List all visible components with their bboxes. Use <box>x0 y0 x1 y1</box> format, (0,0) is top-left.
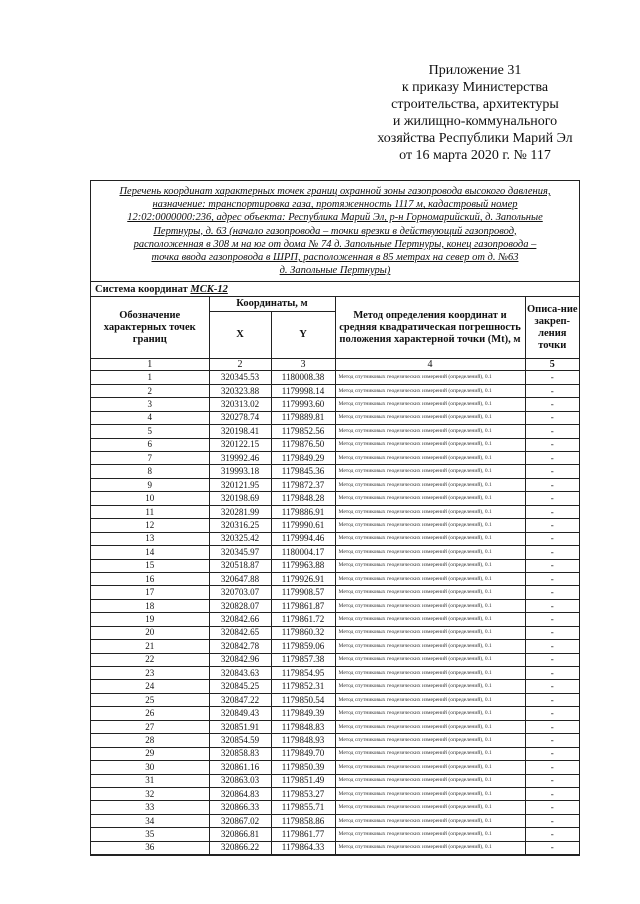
coord-y: 1179886.91 <box>271 505 335 518</box>
coord-y: 1179848.28 <box>271 492 335 505</box>
coord-x: 319993.18 <box>209 465 271 478</box>
point-number: 5 <box>91 425 209 438</box>
coord-y: 1180008.38 <box>271 371 335 384</box>
point-number: 12 <box>91 519 209 532</box>
table-row <box>91 801 579 814</box>
method-cell: Метод спутниковых геодезических измерений (определений), 0.1 <box>335 452 525 465</box>
point-number: 21 <box>91 640 209 653</box>
description-cell: - <box>525 626 579 639</box>
coord-y: 1179849.70 <box>271 747 335 760</box>
method-cell: Метод спутниковых геодезических измерений (определений), 0.1 <box>335 814 525 827</box>
coord-y: 1179849.29 <box>271 452 335 465</box>
point-number: 6 <box>91 438 209 451</box>
method-cell: Метод спутниковых геодезических измерений (определений), 0.1 <box>335 411 525 424</box>
coord-x: 320278.74 <box>209 411 271 424</box>
coord-x: 320842.96 <box>209 653 271 666</box>
description-cell: - <box>525 546 579 559</box>
table-row <box>91 828 579 841</box>
header-line: к приказу Министерства <box>401 80 549 95</box>
method-cell: Метод спутниковых геодезических измерений (определений), 0.1 <box>335 653 525 666</box>
column-number: 3 <box>271 359 335 371</box>
coord-x: 320864.83 <box>209 787 271 800</box>
description-cell: - <box>525 734 579 747</box>
description-cell: - <box>525 559 579 572</box>
coord-y: 1179852.56 <box>271 425 335 438</box>
column-number: 4 <box>335 359 525 371</box>
point-number: 32 <box>91 787 209 800</box>
point-number: 22 <box>91 653 209 666</box>
description-cell: - <box>525 586 579 599</box>
title-line: точка ввода газопровода в ШРП, расположенная в 85 метрах на север от д. №63 <box>151 252 519 264</box>
description-cell: - <box>525 720 579 733</box>
method-cell: Метод спутниковых геодезических измерений (определений), 0.1 <box>335 425 525 438</box>
coord-y: 1179852.31 <box>271 680 335 693</box>
point-number: 31 <box>91 774 209 787</box>
table-row <box>91 761 579 774</box>
document-title <box>91 181 579 282</box>
table-row <box>91 572 579 585</box>
method-cell: Метод спутниковых геодезических измерений (определений), 0.1 <box>335 787 525 800</box>
table-row <box>91 452 579 465</box>
description-cell: - <box>525 465 579 478</box>
description-cell: - <box>525 693 579 706</box>
table-row <box>91 505 579 518</box>
table-row <box>91 787 579 800</box>
method-cell: Метод спутниковых геодезических измерений (определений), 0.1 <box>335 572 525 585</box>
description-cell: - <box>525 398 579 411</box>
table-row <box>91 680 579 693</box>
point-number: 20 <box>91 626 209 639</box>
header-line: от 16 марта 2020 г. № 117 <box>399 148 551 163</box>
table-row <box>91 519 579 532</box>
coord-y: 1179861.72 <box>271 613 335 626</box>
method-cell: Метод спутниковых геодезических измерений (определений), 0.1 <box>335 707 525 720</box>
table-row <box>91 425 579 438</box>
header-line: строительства, архитектуры <box>391 97 559 112</box>
coord-y: 1180004.17 <box>271 546 335 559</box>
coord-x: 320703.07 <box>209 586 271 599</box>
point-number: 10 <box>91 492 209 505</box>
table-body <box>91 371 579 855</box>
table-row <box>91 693 579 706</box>
coord-x: 320323.88 <box>209 384 271 397</box>
coord-x: 320198.69 <box>209 492 271 505</box>
table-row <box>91 546 579 559</box>
method-cell: Метод спутниковых геодезических измерений (определений), 0.1 <box>335 465 525 478</box>
header-description: Описа-ние закреп-ления точки <box>525 297 579 359</box>
table-row <box>91 384 579 397</box>
description-cell: - <box>525 492 579 505</box>
coord-y: 1179850.54 <box>271 693 335 706</box>
coord-y: 1179858.86 <box>271 814 335 827</box>
coord-y: 1179926.91 <box>271 572 335 585</box>
table-row <box>91 492 579 505</box>
point-number: 35 <box>91 828 209 841</box>
point-number: 28 <box>91 734 209 747</box>
description-cell: - <box>525 667 579 680</box>
coord-y: 1179848.93 <box>271 734 335 747</box>
appendix-header <box>360 62 590 164</box>
table-row <box>91 720 579 733</box>
method-cell: Метод спутниковых геодезических измерений (определений), 0.1 <box>335 586 525 599</box>
header-method: Метод определения координат и средняя квадратическая погрешность положения характерной точки (Mt), м <box>335 297 525 359</box>
description-cell: - <box>525 384 579 397</box>
table-row <box>91 774 579 787</box>
point-number: 13 <box>91 532 209 545</box>
title-line: Пертнуры, д. 63 (начало газопровода – точки врезки в действующий газопровод, <box>153 225 517 237</box>
coord-y: 1179993.60 <box>271 398 335 411</box>
table-row <box>91 559 579 572</box>
coord-y: 1179861.87 <box>271 599 335 612</box>
point-number: 33 <box>91 801 209 814</box>
point-number: 4 <box>91 411 209 424</box>
method-cell: Метод спутниковых геодезических измерений (определений), 0.1 <box>335 519 525 532</box>
coord-y: 1179889.81 <box>271 411 335 424</box>
point-number: 25 <box>91 693 209 706</box>
column-number-row <box>91 359 579 371</box>
coord-y: 1179990.61 <box>271 519 335 532</box>
table-row <box>91 438 579 451</box>
description-cell: - <box>525 774 579 787</box>
description-cell: - <box>525 828 579 841</box>
coord-x: 320851.91 <box>209 720 271 733</box>
table-header-row <box>91 297 579 312</box>
point-number: 3 <box>91 398 209 411</box>
coord-x: 320316.25 <box>209 519 271 532</box>
coordinate-system-name: МСК-12 <box>190 283 228 295</box>
table-row <box>91 734 579 747</box>
coord-x: 320849.43 <box>209 707 271 720</box>
point-number: 26 <box>91 707 209 720</box>
coord-x: 320121.95 <box>209 478 271 491</box>
point-number: 15 <box>91 559 209 572</box>
method-cell: Метод спутниковых геодезических измерений (определений), 0.1 <box>335 693 525 706</box>
point-number: 7 <box>91 452 209 465</box>
description-cell: - <box>525 653 579 666</box>
coordinates-document <box>90 180 580 856</box>
table-row <box>91 747 579 760</box>
coord-x: 320518.87 <box>209 559 271 572</box>
method-cell: Метод спутниковых геодезических измерений (определений), 0.1 <box>335 801 525 814</box>
coord-x: 320345.97 <box>209 546 271 559</box>
coord-x: 320863.03 <box>209 774 271 787</box>
coord-y: 1179855.71 <box>271 801 335 814</box>
coord-y: 1179853.27 <box>271 787 335 800</box>
point-number: 9 <box>91 478 209 491</box>
coord-x: 320281.99 <box>209 505 271 518</box>
coord-y: 1179851.49 <box>271 774 335 787</box>
table-row <box>91 599 579 612</box>
description-cell: - <box>525 640 579 653</box>
coordinate-system-label: Система координат <box>95 283 188 295</box>
coord-x: 320345.53 <box>209 371 271 384</box>
coord-x: 319992.46 <box>209 452 271 465</box>
table-row <box>91 814 579 827</box>
method-cell: Метод спутниковых геодезических измерений (определений), 0.1 <box>335 774 525 787</box>
coord-y: 1179872.37 <box>271 478 335 491</box>
point-number: 2 <box>91 384 209 397</box>
description-cell: - <box>525 747 579 760</box>
description-cell: - <box>525 801 579 814</box>
column-number: 1 <box>91 359 209 371</box>
title-line: Перечень координат характерных точек границ охранной зоны газопровода высокого давления, <box>119 186 551 197</box>
title-line: назначение: транспортировка газа, протяженность 1117 м, кадастровый номер <box>152 199 518 211</box>
point-number: 23 <box>91 667 209 680</box>
coord-x: 320847.22 <box>209 693 271 706</box>
method-cell: Метод спутниковых геодезических измерений (определений), 0.1 <box>335 599 525 612</box>
header-x: X <box>209 312 271 359</box>
description-cell: - <box>525 814 579 827</box>
point-number: 34 <box>91 814 209 827</box>
description-cell: - <box>525 452 579 465</box>
coordinates-table <box>91 282 579 855</box>
point-number: 16 <box>91 572 209 585</box>
coord-y: 1179860.32 <box>271 626 335 639</box>
coord-x: 320845.25 <box>209 680 271 693</box>
table-row <box>91 398 579 411</box>
point-number: 17 <box>91 586 209 599</box>
column-number: 2 <box>209 359 271 371</box>
title-line: д. Запольные Пертнуры) <box>279 265 391 277</box>
description-cell: - <box>525 532 579 545</box>
table-row <box>91 371 579 384</box>
coord-x: 320313.02 <box>209 398 271 411</box>
description-cell: - <box>525 761 579 774</box>
coord-x: 320647.88 <box>209 572 271 585</box>
method-cell: Метод спутниковых геодезических измерений (определений), 0.1 <box>335 613 525 626</box>
method-cell: Метод спутниковых геодезических измерений (определений), 0.1 <box>335 492 525 505</box>
point-number: 1 <box>91 371 209 384</box>
coordinate-system-row <box>91 282 579 297</box>
table-row <box>91 613 579 626</box>
coord-x: 320828.07 <box>209 599 271 612</box>
table-row <box>91 640 579 653</box>
point-number: 24 <box>91 680 209 693</box>
method-cell: Метод спутниковых геодезических измерений (определений), 0.1 <box>335 546 525 559</box>
coord-x: 320867.02 <box>209 814 271 827</box>
table-row <box>91 586 579 599</box>
description-cell: - <box>525 707 579 720</box>
header-y: Y <box>271 312 335 359</box>
description-cell: - <box>525 572 579 585</box>
method-cell: Метод спутниковых геодезических измерений (определений), 0.1 <box>335 828 525 841</box>
description-cell: - <box>525 438 579 451</box>
coord-y: 1179857.38 <box>271 653 335 666</box>
coord-x: 320843.63 <box>209 667 271 680</box>
coord-x: 320122.15 <box>209 438 271 451</box>
coord-y: 1179848.83 <box>271 720 335 733</box>
method-cell: Метод спутниковых геодезических измерений (определений), 0.1 <box>335 384 525 397</box>
table-row <box>91 667 579 680</box>
description-cell: - <box>525 519 579 532</box>
title-line: расположенная в 308 м на юг от дома № 74 д. Запольные Пертнуры, конец газопровода – <box>133 238 537 250</box>
header-line: и жилищно-коммунального <box>392 114 558 129</box>
point-number: 19 <box>91 613 209 626</box>
coord-y: 1179861.77 <box>271 828 335 841</box>
point-number: 30 <box>91 761 209 774</box>
description-cell: - <box>525 478 579 491</box>
point-number: 8 <box>91 465 209 478</box>
coord-x: 320866.81 <box>209 828 271 841</box>
header-coords: Координаты, м <box>209 297 335 312</box>
description-cell: - <box>525 599 579 612</box>
coord-y: 1179859.06 <box>271 640 335 653</box>
method-cell: Метод спутниковых геодезических измерений (определений), 0.1 <box>335 505 525 518</box>
point-number: 18 <box>91 599 209 612</box>
coord-x: 320858.83 <box>209 747 271 760</box>
description-cell: - <box>525 411 579 424</box>
point-number: 27 <box>91 720 209 733</box>
point-number: 29 <box>91 747 209 760</box>
description-cell: - <box>525 841 579 854</box>
coord-y: 1179850.39 <box>271 761 335 774</box>
coord-y: 1179963.88 <box>271 559 335 572</box>
method-cell: Метод спутниковых геодезических измерений (определений), 0.1 <box>335 667 525 680</box>
coord-y: 1179876.50 <box>271 438 335 451</box>
coord-x: 320325.42 <box>209 532 271 545</box>
method-cell: Метод спутниковых геодезических измерений (определений), 0.1 <box>335 478 525 491</box>
method-cell: Метод спутниковых геодезических измерений (определений), 0.1 <box>335 841 525 854</box>
title-line: 12:02:0000000:236, адрес объекта: Республика Марий Эл, р-н Горномарийский, д. Запольные <box>127 212 543 224</box>
method-cell: Метод спутниковых геодезических измерений (определений), 0.1 <box>335 640 525 653</box>
table-row <box>91 841 579 854</box>
description-cell: - <box>525 613 579 626</box>
coord-y: 1179998.14 <box>271 384 335 397</box>
coord-y: 1179908.57 <box>271 586 335 599</box>
coord-y: 1179994.46 <box>271 532 335 545</box>
coord-y: 1179849.39 <box>271 707 335 720</box>
method-cell: Метод спутниковых геодезических измерений (определений), 0.1 <box>335 438 525 451</box>
method-cell: Метод спутниковых геодезических измерений (определений), 0.1 <box>335 761 525 774</box>
point-number: 36 <box>91 841 209 854</box>
method-cell: Метод спутниковых геодезических измерений (определений), 0.1 <box>335 532 525 545</box>
table-row <box>91 626 579 639</box>
method-cell: Метод спутниковых геодезических измерений (определений), 0.1 <box>335 626 525 639</box>
method-cell: Метод спутниковых геодезических измерений (определений), 0.1 <box>335 559 525 572</box>
point-number: 11 <box>91 505 209 518</box>
method-cell: Метод спутниковых геодезических измерений (определений), 0.1 <box>335 680 525 693</box>
coord-y: 1179854.95 <box>271 667 335 680</box>
description-cell: - <box>525 425 579 438</box>
point-number: 14 <box>91 546 209 559</box>
coord-x: 320861.16 <box>209 761 271 774</box>
coord-x: 320866.22 <box>209 841 271 854</box>
coord-x: 320198.41 <box>209 425 271 438</box>
description-cell: - <box>525 680 579 693</box>
table-row <box>91 411 579 424</box>
header-line: Приложение 31 <box>428 63 522 78</box>
description-cell: - <box>525 505 579 518</box>
coord-x: 320842.66 <box>209 613 271 626</box>
method-cell: Метод спутниковых геодезических измерений (определений), 0.1 <box>335 747 525 760</box>
method-cell: Метод спутниковых геодезических измерений (определений), 0.1 <box>335 720 525 733</box>
coord-y: 1179845.36 <box>271 465 335 478</box>
coord-x: 320866.33 <box>209 801 271 814</box>
column-number: 5 <box>525 359 579 371</box>
header-line: хозяйства Республики Марий Эл <box>377 131 573 146</box>
table-row <box>91 532 579 545</box>
description-cell: - <box>525 787 579 800</box>
coord-x: 320842.78 <box>209 640 271 653</box>
table-row <box>91 478 579 491</box>
table-row <box>91 707 579 720</box>
method-cell: Метод спутниковых геодезических измерений (определений), 0.1 <box>335 371 525 384</box>
description-cell: - <box>525 371 579 384</box>
table-row <box>91 653 579 666</box>
coord-x: 320854.59 <box>209 734 271 747</box>
method-cell: Метод спутниковых геодезических измерений (определений), 0.1 <box>335 398 525 411</box>
coord-x: 320842.65 <box>209 626 271 639</box>
table-row <box>91 465 579 478</box>
header-designation: Обозначение характерных точек границ <box>91 297 209 359</box>
method-cell: Метод спутниковых геодезических измерений (определений), 0.1 <box>335 734 525 747</box>
coord-y: 1179864.33 <box>271 841 335 854</box>
